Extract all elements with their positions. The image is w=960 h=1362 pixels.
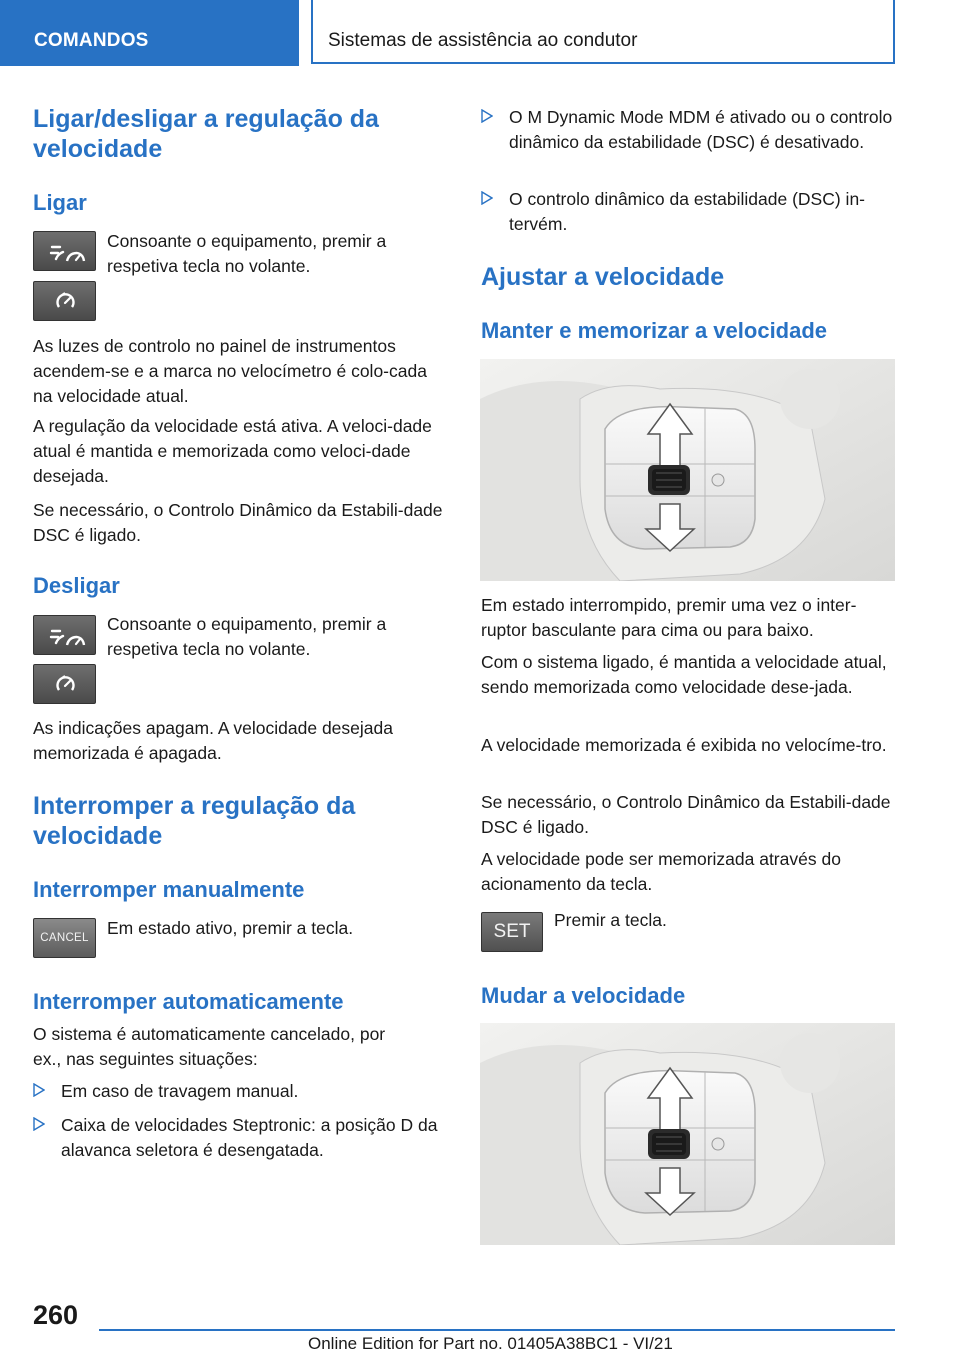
on-paragraph-1: As luzes de controlo no painel de instrumentos acendem-se e a marca no velocímetro é colo-cada na velocidade atual. [33,336,427,406]
keep-paragraph-2: Com o sistema ligado, é mantida a velocidade atual, sendo memorizada como velocidade dese-jada. [481,652,887,697]
list-item: Em caso de travagem manual. [33,1079,447,1105]
cruise-on-key-icon [33,231,96,271]
set-key-label: SET [493,921,531,942]
keep-paragraph-5: A velocidade pode ser memorizada através do acionamento da tecla. [481,849,841,894]
chapter-title: Sistemas de assistência ao condutor [328,30,638,51]
set-key-icon [481,912,543,952]
triangle-bullet-icon [481,109,493,123]
auto-intro: O sistema é automaticamente cancelado, por ex., nas seguintes situações: [33,1024,386,1069]
steering-wheel-rocker-photo-2 [480,1023,895,1245]
edition-label: Online Edition for Part no. 01405A38BC1 - VI/21 [308,1334,673,1353]
footer-divider [99,1329,895,1331]
keep-paragraph-1: Em estado interrompido, premir uma vez o inter-ruptor basculante para cima ou para baixo. [481,595,857,640]
heading-on-off: Ligar/desligar a regulação da velocidade [33,105,379,163]
cruise-speed-off-key-icon [33,664,96,704]
heading-interrupt-manual: Interromper manualmente [33,877,305,902]
list-item: Caixa de velocidades Steptronic: a posição D da alavanca seletora é desengatada. [33,1113,447,1165]
cruise-off-key-icon [33,615,96,655]
off-paragraph-1: As indicações apagam. A velocidade desejada memorizada é apagada. [33,718,393,763]
triangle-bullet-icon [481,191,493,205]
triangle-bullet-icon [33,1117,45,1131]
off-instruction: Consoante o equipamento, premir a respetiva tecla no volante. [107,614,387,659]
heading-interrupt: Interromper a regulação da velocidade [33,792,356,850]
heading-change: Mudar a velocidade [481,983,686,1008]
on-paragraph-2: A regulação da velocidade está ativa. A veloci-dade atual é mantida e memorizada como veloci-dade desejada. [33,416,432,486]
manual-instruction: Em estado ativo, premir a tecla. [107,918,354,938]
triangle-bullet-icon [33,1083,45,1097]
keep-paragraph-4: Se necessário, o Controlo Dinâmico da Estabili-dade DSC é ligado. [481,792,891,837]
section-title: COMANDOS [34,30,149,51]
heading-adjust: Ajustar a velocidade [481,263,725,291]
cruise-speed-key-icon [33,281,96,321]
list-item: O M Dynamic Mode MDM é ativado ou o controlo dinâmico da estabilidade (DSC) é desativado. [481,105,895,183]
heading-on: Ligar [33,190,87,215]
heading-keep: Manter e memorizar a velocidade [481,318,828,343]
keep-paragraph-3: A velocidade memorizada é exibida no velocíme-tro. [481,735,887,755]
heading-interrupt-auto: Interromper automaticamente [33,989,344,1014]
chapter-tab [311,0,895,64]
list-item: O controlo dinâmico da estabilidade (DSC) in-tervém. [481,187,895,239]
cancel-key-label: CANCEL [40,932,89,944]
section-tab [0,0,299,66]
on-instruction: Consoante o equipamento, premir a respetiva tecla no volante. [107,231,387,276]
cancel-key-icon [33,918,96,958]
page-number: 260 [33,1300,79,1330]
on-paragraph-3: Se necessário, o Controlo Dinâmico da Estabili-dade DSC é ligado. [33,500,443,545]
set-instruction: Premir a tecla. [554,910,667,930]
steering-wheel-rocker-photo [480,359,895,581]
heading-off: Desligar [33,573,120,598]
